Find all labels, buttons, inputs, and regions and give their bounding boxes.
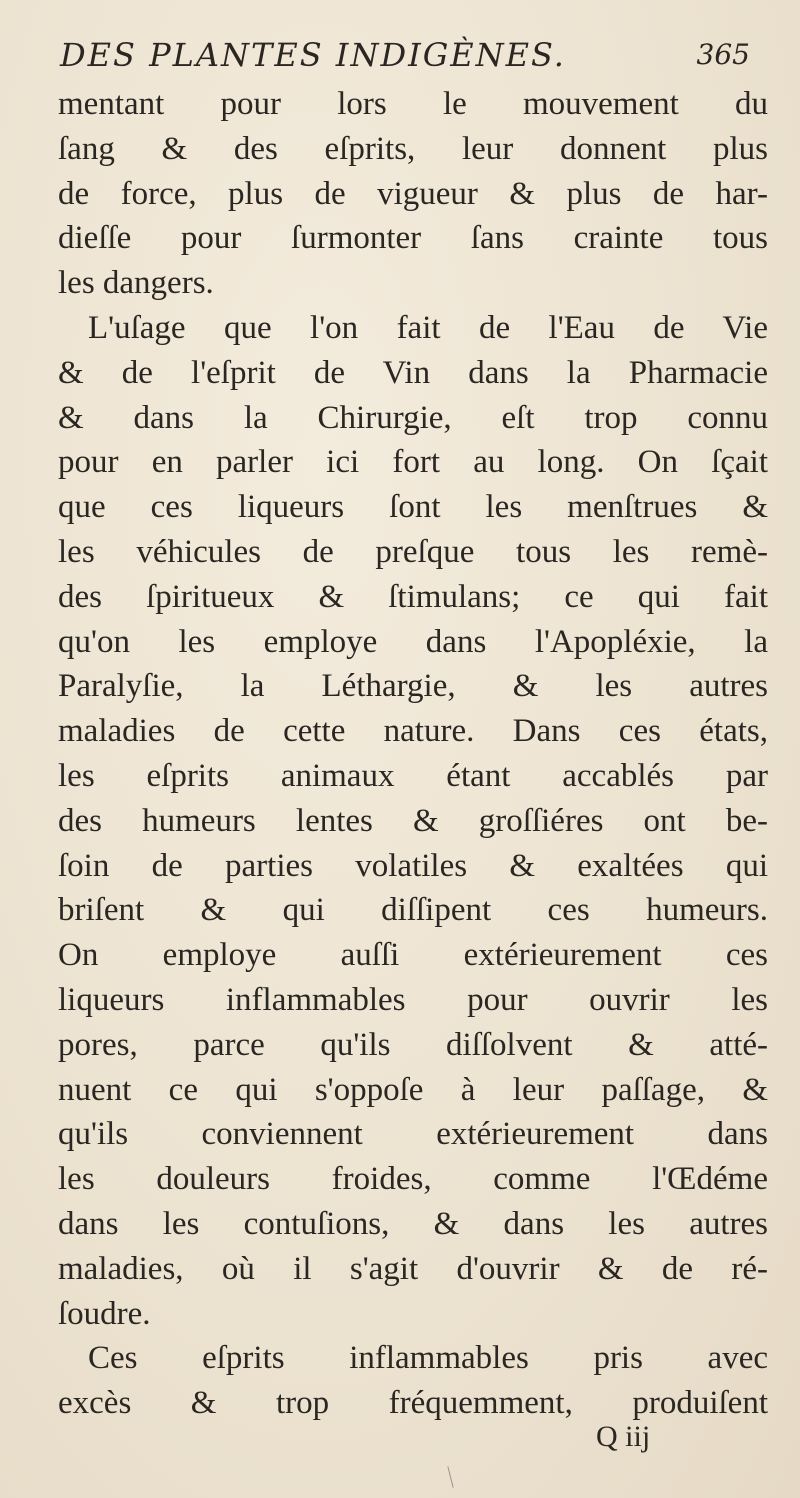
text-line: mentant pour lors le mouvement du: [58, 86, 768, 122]
running-head: [60, 36, 750, 80]
text-line: des humeurs lentes & groſſiéres ont be-: [58, 802, 768, 839]
text-line: les dangers.: [58, 265, 214, 302]
page-number: 365: [696, 38, 750, 71]
text-line: des ſpiritueux & ſtimulans; ce qui fait: [58, 578, 768, 615]
text-line: qu'ils conviennent extérieurement dans: [58, 1116, 768, 1153]
text-line: dieſſe pour ſurmonter ſans crainte tous: [58, 220, 768, 257]
text-line: maladies de cette nature. Dans ces états,: [58, 713, 768, 750]
text-line: ſoudre.: [58, 1295, 151, 1332]
text-line: Ces eſprits inflammables pris avec: [88, 1340, 768, 1377]
text-line: pores, parce qu'ils diſſolvent & atté-: [58, 1026, 768, 1063]
signature-mark: Q iij: [596, 1420, 651, 1453]
text-line: de force, plus de vigueur & plus de har-: [58, 175, 768, 212]
text-line: pour en parler ici fort au long. On ſçait: [58, 444, 768, 481]
text-line: nuent ce qui s'oppoſe à leur paſſage, &: [58, 1071, 768, 1108]
text-line: briſent & qui diſſipent ces humeurs.: [58, 892, 768, 929]
text-line: ſang & des eſprits, leur donnent plus: [58, 130, 768, 167]
body-text: [58, 82, 768, 1426]
text-line: dans les contuſions, & dans les autres: [58, 1205, 768, 1242]
text-line: que ces liqueurs ſont les menſtrues &: [58, 489, 768, 526]
stray-ink-mark: [447, 1466, 453, 1488]
text-line: liqueurs inflammables pour ouvrir les: [58, 981, 768, 1018]
text-line: ſoin de parties volatiles & exaltées qui: [58, 847, 768, 884]
text-line: qu'on les employe dans l'Apopléxie, la: [58, 623, 768, 660]
text-line: les véhicules de preſque tous les remè-: [58, 533, 768, 570]
running-head-title: DES PLANTES INDIGÈNES.: [60, 36, 566, 74]
text-line: Paralyſie, la Léthargie, & les autres: [58, 668, 768, 705]
text-line: & de l'eſprit de Vin dans la Pharmacie: [58, 354, 768, 391]
text-line: L'uſage que l'on fait de l'Eau de Vie: [88, 309, 768, 346]
text-line: excès & trop fréquemment, produiſent: [58, 1385, 768, 1422]
text-line: & dans la Chirurgie, eſt trop connu: [58, 399, 768, 436]
text-line: maladies, où il s'agit d'ouvrir & de ré-: [58, 1250, 768, 1287]
text-line: les eſprits animaux étant accablés par: [58, 757, 768, 794]
text-line: les douleurs froides, comme l'Œdéme: [58, 1161, 768, 1198]
text-line: On employe auſſi extérieurement ces: [58, 937, 768, 974]
